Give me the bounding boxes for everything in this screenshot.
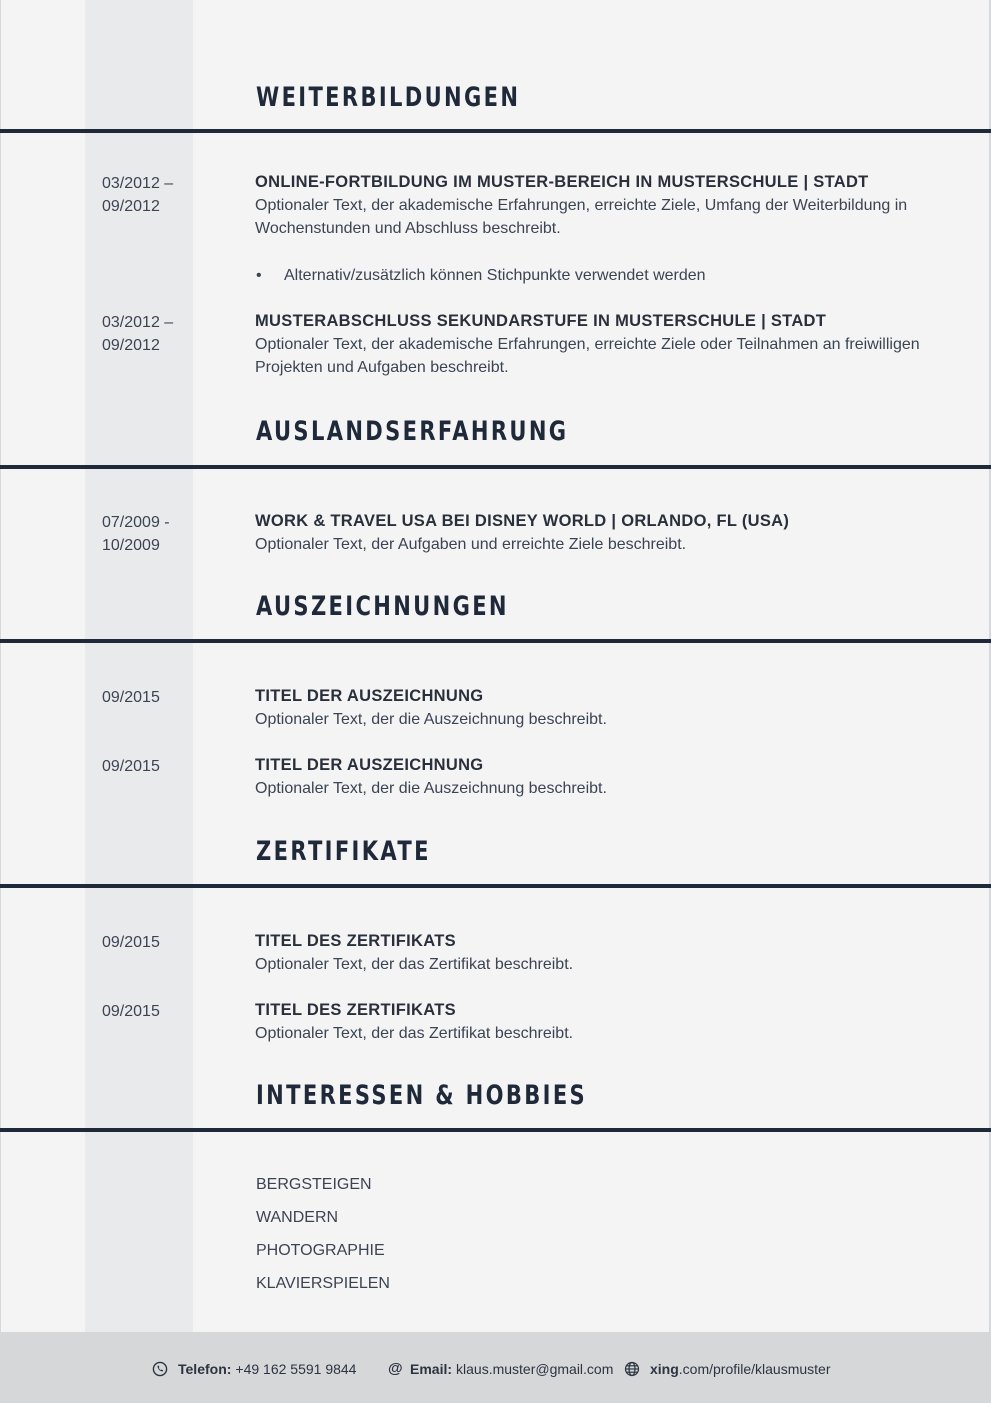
- entry-text: Optionaler Text, der die Auszeichnung beschreibt.: [255, 780, 607, 797]
- entry-date: 09/2015: [102, 689, 160, 706]
- entry-title: ONLINE-FORTBILDUNG IM MUSTER-BEREICH IN MUSTERSCHULE | STADT: [255, 173, 869, 191]
- bullet-item: • Alternativ/zusätzlich können Stichpunkte verwendet werden: [256, 264, 706, 287]
- section-rule: [0, 465, 991, 469]
- entry-zertifikat-2: [255, 999, 935, 1045]
- email-label: Email:: [410, 1361, 453, 1377]
- section-rule: [0, 129, 991, 133]
- hobby-item: BERGSTEIGEN: [256, 1176, 372, 1193]
- entry-text: Optionaler Text, der akademische Erfahrungen, erreichte Ziele oder Teilnahmen an freiwilligen Projekten und Aufgaben beschreibt.: [255, 336, 920, 376]
- entry-title: TITEL DES ZERTIFIKATS: [255, 932, 456, 950]
- globe-icon: [624, 1361, 640, 1377]
- at-icon: @: [388, 1360, 403, 1377]
- phone-value: +49 162 5591 9844: [235, 1361, 357, 1377]
- section-heading-zertifikate: ZERTIFIKATE: [256, 836, 431, 867]
- entry-title: WORK & TRAVEL USA BEI DISNEY WORLD | ORLANDO, FL (USA): [255, 512, 790, 530]
- section-heading-interessen: INTERESSEN & HOBBIES: [256, 1080, 588, 1111]
- entry-text: Optionaler Text, der das Zertifikat beschreibt.: [255, 956, 574, 973]
- entry-weiterbildung-1: [255, 171, 935, 240]
- web-domain: xing: [650, 1361, 679, 1377]
- entry-auszeichnung-1: [255, 685, 935, 731]
- section-heading-auszeichnungen: AUSZEICHNUNGEN: [256, 591, 509, 622]
- entry-date: 09/2015: [102, 758, 160, 775]
- entry-text: Optionaler Text, der das Zertifikat beschreibt.: [255, 1025, 574, 1042]
- entry-text: Optionaler Text, der akademische Erfahrungen, erreichte Ziele, Umfang der Weiterbildung in Wochenstunden und Abschluss beschreibt.: [255, 197, 908, 237]
- email-value: klaus.muster@gmail.com: [456, 1361, 614, 1377]
- contact-email[interactable]: [388, 1359, 613, 1379]
- entry-auslandserfahrung-1: [255, 510, 935, 556]
- section-heading-weiterbildungen: WEITERBILDUNGEN: [256, 82, 521, 113]
- contact-web[interactable]: [624, 1359, 831, 1379]
- bullet-dot-icon: •: [256, 267, 262, 284]
- entry-title: TITEL DES ZERTIFIKATS: [255, 1001, 456, 1019]
- entry-text: Optionaler Text, der Aufgaben und erreichte Ziele beschreibt.: [255, 536, 687, 553]
- entry-date: 09/2015: [102, 1003, 160, 1020]
- hobby-item: WANDERN: [256, 1209, 339, 1226]
- entry-date: 03/2012 – 09/2012: [102, 314, 174, 354]
- entry-date: 09/2015: [102, 934, 160, 951]
- section-rule: [0, 884, 991, 888]
- entry-date: 03/2012 – 09/2012: [102, 175, 174, 215]
- entry-text: Optionaler Text, der die Auszeichnung beschreibt.: [255, 711, 607, 728]
- section-rule: [0, 639, 991, 643]
- entry-title: TITEL DER AUSZEICHNUNG: [255, 756, 484, 774]
- entry-weiterbildung-2: [255, 310, 935, 379]
- hobby-item: KLAVIERSPIELEN: [256, 1275, 390, 1292]
- contact-phone[interactable]: [152, 1359, 356, 1379]
- section-heading-auslandserfahrung: AUSLANDSERFAHRUNG: [256, 416, 569, 447]
- page-border-left: [0, 0, 1, 1332]
- entry-title: TITEL DER AUSZEICHNUNG: [255, 687, 484, 705]
- entry-date: 07/2009 - 10/2009: [102, 514, 170, 554]
- section-rule: [0, 1128, 991, 1132]
- entry-zertifikat-1: [255, 930, 935, 976]
- web-path: .com/profile/klausmuster: [678, 1361, 831, 1377]
- phone-icon: [152, 1361, 168, 1377]
- entry-auszeichnung-2: [255, 754, 935, 800]
- entry-title: MUSTERABSCHLUSS SEKUNDARSTUFE IN MUSTERSCHULE | STADT: [255, 312, 827, 330]
- hobby-item: PHOTOGRAPHIE: [256, 1242, 385, 1259]
- phone-label: Telefon:: [178, 1361, 232, 1377]
